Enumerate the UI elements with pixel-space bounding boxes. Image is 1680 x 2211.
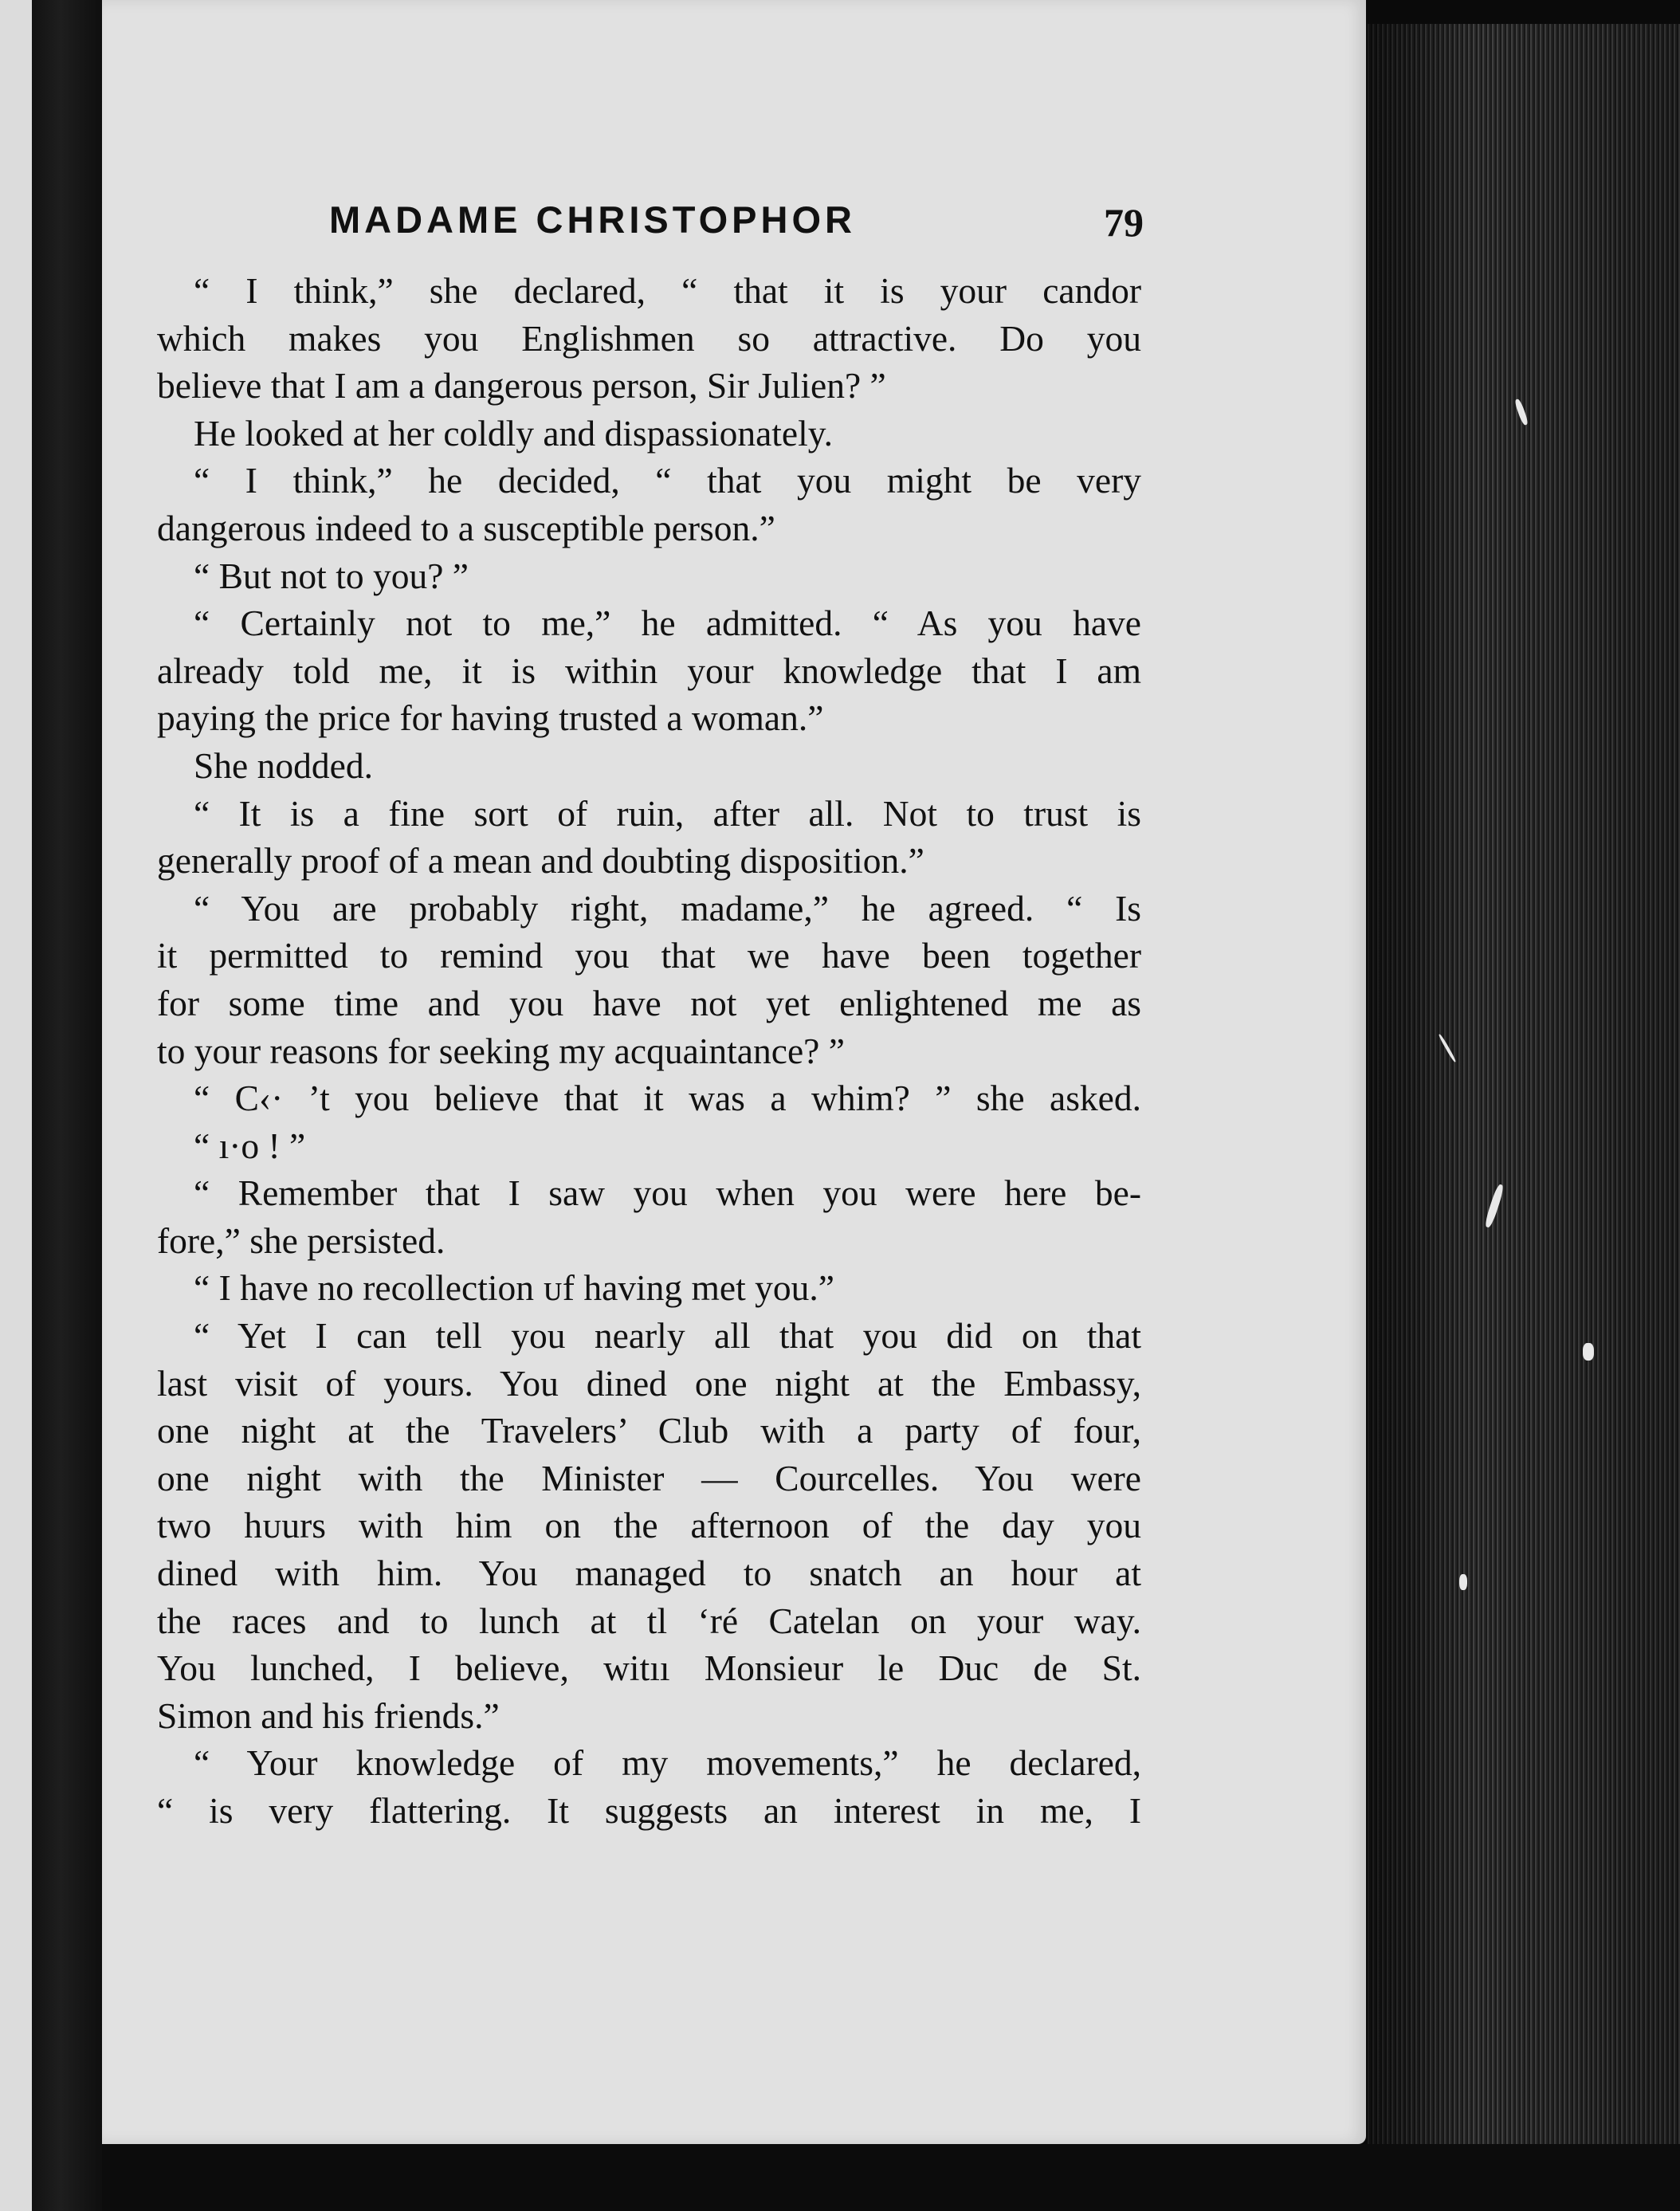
running-head bbox=[102, 198, 1366, 253]
text-line: “ You are probably right, madame,” he agreed. “ Is bbox=[194, 887, 1141, 929]
scan-speck bbox=[1583, 1343, 1594, 1361]
text-line: which makes you Englishmen so attractive. Do you bbox=[157, 317, 1141, 359]
text-line: “ Yet I can tell you nearly all that you did on that bbox=[194, 1315, 1141, 1357]
text-line: Simon and his friends.” bbox=[157, 1695, 500, 1736]
text-line: one night at the Travelers’ Club with a party of four, bbox=[157, 1410, 1141, 1451]
text-line: “ Remember that I saw you when you were here be- bbox=[194, 1172, 1141, 1214]
text-line: one night with the Minister — Courcelles. You were bbox=[157, 1457, 1141, 1498]
book-spine bbox=[32, 0, 104, 2211]
running-head-title: MADAME CHRISTOPHOR bbox=[329, 198, 856, 241]
text-line: dined with him. You managed to snatch an hour at bbox=[157, 1553, 1141, 1594]
text-line: “ ı·o ! ” bbox=[194, 1125, 306, 1166]
text-line: She nodded. bbox=[194, 744, 373, 786]
text-line: “ is very flattering. It suggests an interest in me, I bbox=[157, 1790, 1141, 1831]
body-text bbox=[157, 267, 1141, 1835]
bottom-shadow bbox=[102, 2144, 1680, 2211]
text-line: “ Your knowledge of my movements,” he declared, bbox=[194, 1742, 1141, 1784]
text-line: “ C‹· ’t you believe that it was a whim? ” she asked. bbox=[194, 1078, 1141, 1119]
text-line: last visit of yours. You dined one night at the Embassy, bbox=[157, 1362, 1141, 1404]
text-line: dangerous indeed to a susceptible person.” bbox=[157, 507, 775, 548]
text-line: “ Certainly not to me,” he admitted. “ As you have bbox=[194, 603, 1141, 644]
text-line: already told me, it is within your knowledge that I am bbox=[157, 650, 1141, 691]
left-page-edge bbox=[0, 0, 32, 2211]
text-line: to your reasons for seeking my acquaintance? ” bbox=[157, 1030, 845, 1071]
page-number: 79 bbox=[1104, 200, 1144, 245]
text-line: You lunched, I believe, witıı Monsieur le Duc de St. bbox=[157, 1647, 1141, 1689]
text-line: believe that I am a dangerous person, Sir Julien? ” bbox=[157, 365, 886, 406]
text-line: generally proof of a mean and doubting disposition.” bbox=[157, 840, 924, 882]
text-line: “ But not to you? ” bbox=[194, 555, 469, 596]
text-line: “ I think,” she declared, “ that it is your candor bbox=[194, 270, 1141, 311]
page-fore-edge-shade bbox=[1366, 24, 1680, 2211]
text-line: it permitted to remind you that we have been together bbox=[157, 935, 1141, 976]
text-line: “ It is a fine sort of ruin, after all. Not to trust is bbox=[194, 792, 1141, 834]
text-line: two hᴜurs with him on the afternoon of the day you bbox=[157, 1505, 1141, 1546]
text-line: the races and to lunch at tl ‘ré Catelan on your way. bbox=[157, 1600, 1141, 1641]
text-line: paying the price for having trusted a woman.” bbox=[157, 697, 824, 739]
scan-speck bbox=[1459, 1574, 1467, 1590]
text-line: for some time and you have not yet enlightened me as bbox=[157, 982, 1141, 1023]
text-line: “ I think,” he decided, “ that you might be very bbox=[194, 460, 1141, 501]
text-line: “ I have no recollection ᴜf having met you.” bbox=[194, 1267, 834, 1309]
text-line: fore,” she persisted. bbox=[157, 1219, 446, 1261]
text-line: He looked at her coldly and dispassionately. bbox=[194, 412, 833, 454]
